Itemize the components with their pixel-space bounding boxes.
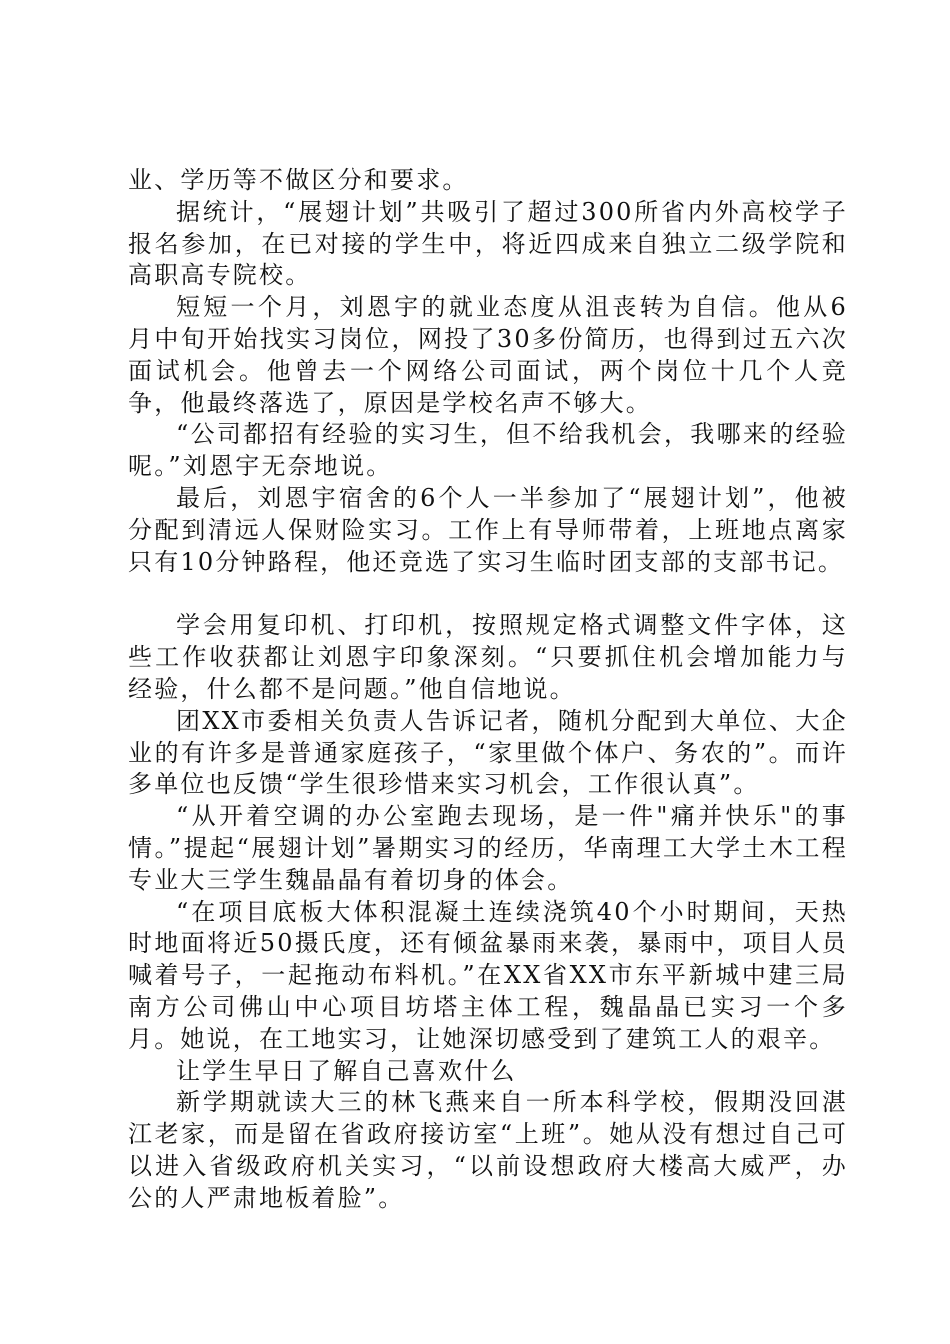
paragraph: 团XX市委相关负责人告诉记者，随机分配到大单位、大企业的有许多是普通家庭孩子，“家里做个体户、务农的”。而许多单位也反馈“学生很珍惜来实习机会，工作很认真”。 xyxy=(128,706,848,799)
section-heading: 让学生早日了解自己喜欢什么 xyxy=(176,1056,517,1085)
paragraph: “从开着空调的办公室跑去现场，是一件"痛并快乐"的事情。”提起“展翅计划”暑期实习的经历，华南理工大学土木工程专业大三学生魏晶晶有着切身的体会。 xyxy=(128,802,848,894)
paragraph: “在项目底板大体积混凝土连续浇筑40个小时期间，天热时地面将近50摄氏度，还有倾盆暴雨来袭，暴雨中，项目人员喊着号子，一起拖动布料机。”在XX省XX市东平新城中建三局南方公司佛山中心项目坊塔主体工程，魏晶晶已实习一个多月。她说，在工地实习，让她深切感受到了建筑工人的艰辛。 xyxy=(128,897,848,1053)
paragraph: 据统计，“展翅计划”共吸引了超过300所省内外高校学子报名参加，在已对接的学生中，将近四成来自独立二级学院和高职高专院校。 xyxy=(128,197,848,290)
paragraph: 学会用复印机、打印机，按照规定格式调整文件字体，这些工作收获都让刘恩宇印象深刻。“只要抓住机会增加能力与经验，什么都不是问题。”他自信地说。 xyxy=(128,611,848,703)
paragraph-gap xyxy=(128,578,848,610)
paragraph: 短短一个月，刘恩宇的就业态度从沮丧转为自信。他从6月中旬开始找实习岗位，网投了30多份简历，也得到过五六次面试机会。他曾去一个网络公司面试，两个岗位十几个人竞争，他最终落选了，原因是学校名声不够大。 xyxy=(128,293,848,417)
paragraph: “公司都招有经验的实习生，但不给我机会，我哪来的经验呢。”刘恩宇无奈地说。 xyxy=(128,420,848,481)
paragraph: 最后，刘恩宇宿舍的6个人一半参加了“展翅计划”，他被分配到清远人保财险实习。工作上有导师带着，上班地点离家只有10分钟路程，他还竞选了实习生临时团支部的支部书记。 xyxy=(128,483,848,576)
document-body xyxy=(128,165,848,1215)
paragraph: 新学期就读大三的林飞燕来自一所本科学校，假期没回湛江老家，而是留在省政府接访室“上班”。她从没有想过自己可以进入省级政府机关实习，“以前设想政府大楼高大威严，办公的人严肃地板着脸”。 xyxy=(128,1088,848,1212)
paragraph: 业、学历等不做区分和要求。 xyxy=(128,166,469,194)
